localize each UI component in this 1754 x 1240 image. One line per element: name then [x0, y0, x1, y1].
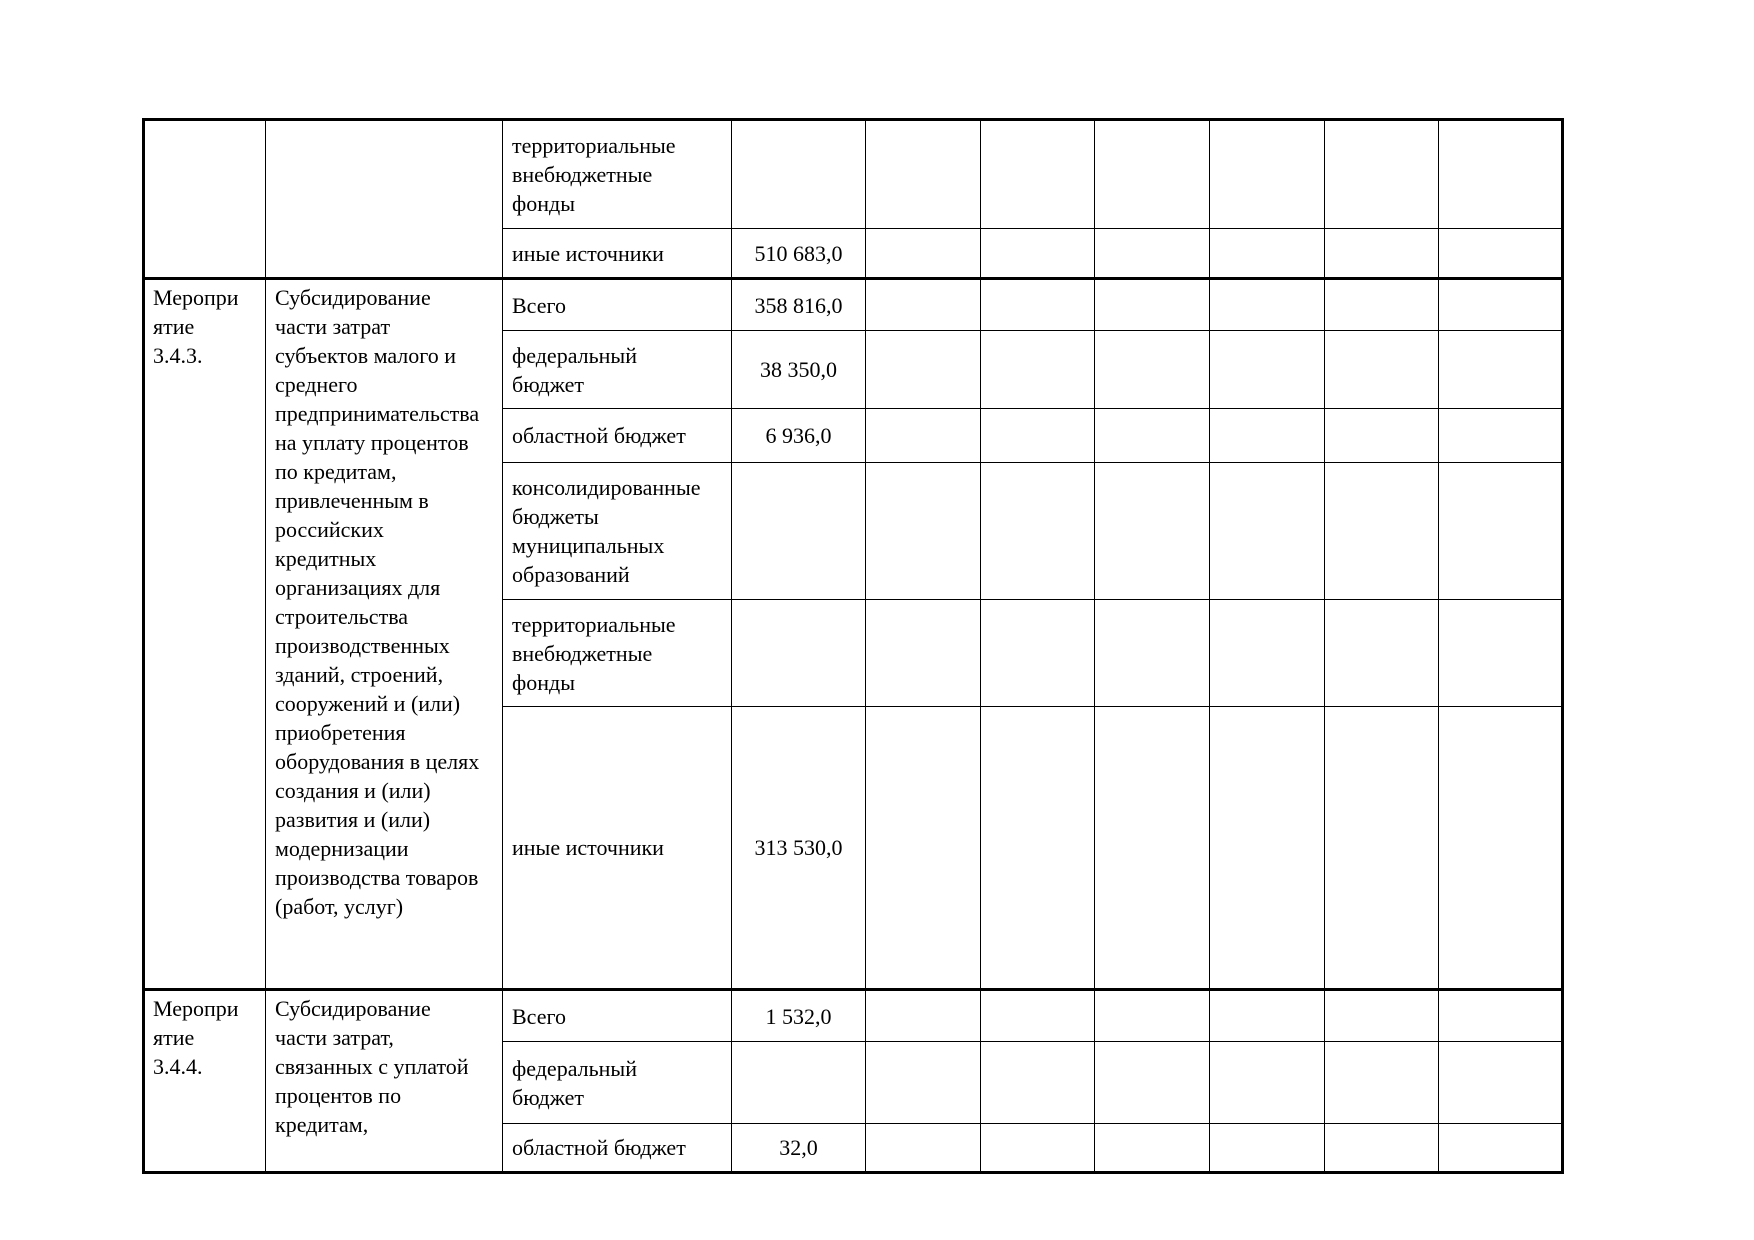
empty-cell — [1439, 600, 1563, 707]
empty-cell — [1210, 120, 1325, 229]
empty-cell — [1095, 1124, 1210, 1173]
empty-cell — [1325, 1042, 1439, 1124]
empty-cell — [866, 331, 981, 409]
funding-source-cell — [503, 120, 732, 229]
empty-cell — [866, 990, 981, 1042]
empty-cell — [866, 229, 981, 279]
source-label: Всего — [512, 1003, 566, 1029]
empty-cell — [1095, 600, 1210, 707]
source-label: федеральный бюджет — [512, 342, 637, 397]
description-cell — [266, 279, 503, 990]
empty-cell — [866, 1042, 981, 1124]
empty-cell — [1325, 229, 1439, 279]
source-label: Всего — [512, 292, 566, 318]
empty-cell — [866, 463, 981, 600]
empty-cell — [1095, 1042, 1210, 1124]
empty-cell — [981, 600, 1095, 707]
empty-cell — [981, 279, 1095, 331]
amount-value: 1 532,0 — [765, 1003, 832, 1029]
amount-cell — [732, 990, 866, 1042]
empty-cell — [866, 120, 981, 229]
empty-cell — [1439, 463, 1563, 600]
empty-cell — [1210, 707, 1325, 990]
empty-cell — [1210, 279, 1325, 331]
amount-value: 6 936,0 — [765, 423, 832, 448]
empty-cell — [1439, 120, 1563, 229]
empty-cell — [1210, 600, 1325, 707]
source-label: территориальные внебюджетные фонды — [512, 611, 676, 695]
financing-table-body — [144, 120, 1563, 1173]
description-text: Субсидирование части затрат, связанных с уплатой процентов по кредитам, — [275, 996, 469, 1137]
empty-cell — [1325, 1124, 1439, 1173]
amount-cell — [732, 600, 866, 707]
empty-cell — [981, 707, 1095, 990]
amount-cell — [732, 229, 866, 279]
source-label: областной бюджет — [512, 423, 686, 448]
empty-cell — [981, 1124, 1095, 1173]
empty-cell — [1095, 229, 1210, 279]
amount-cell — [732, 463, 866, 600]
empty-cell — [981, 990, 1095, 1042]
description-cell — [266, 990, 503, 1173]
funding-source-cell — [503, 990, 732, 1042]
amount-cell — [732, 120, 866, 229]
amount-cell — [732, 279, 866, 331]
empty-cell — [866, 409, 981, 463]
empty-cell — [1439, 707, 1563, 990]
empty-cell — [1210, 463, 1325, 600]
description-cell — [266, 120, 503, 279]
empty-cell — [866, 707, 981, 990]
empty-cell — [1095, 279, 1210, 331]
source-label: федеральный бюджет — [512, 1055, 637, 1110]
amount-value: 313 530,0 — [754, 835, 843, 860]
activity-label: Мероприятие 3.4.4. — [153, 996, 239, 1079]
empty-cell — [981, 229, 1095, 279]
financing-table — [142, 118, 1564, 1174]
activity-cell — [144, 279, 266, 990]
empty-cell — [1439, 331, 1563, 409]
amount-cell — [732, 1042, 866, 1124]
amount-cell — [732, 409, 866, 463]
funding-source-cell — [503, 409, 732, 463]
funding-source-cell — [503, 1124, 732, 1173]
empty-cell — [1439, 279, 1563, 331]
empty-cell — [1210, 409, 1325, 463]
source-label: иные источники — [512, 835, 664, 860]
empty-cell — [981, 331, 1095, 409]
empty-cell — [1439, 409, 1563, 463]
amount-value: 358 816,0 — [754, 292, 843, 318]
source-label: консолидированные бюджеты муниципальных образований — [512, 475, 701, 587]
description-text: Субсидирование части затрат субъектов малого и среднего предпринимательства на уплату процентов по кредитам, привлеченным в российских кредитных организациях для строительства производственных зданий, строений, сооружений и (или) приобретения оборудования в целях создания и (или) развития и (или) модернизации производства товаров (работ, услуг) — [275, 285, 480, 919]
activity-cell — [144, 990, 266, 1173]
empty-cell — [1095, 990, 1210, 1042]
funding-source-cell — [503, 600, 732, 707]
empty-cell — [1210, 331, 1325, 409]
empty-cell — [1325, 600, 1439, 707]
empty-cell — [1325, 463, 1439, 600]
empty-cell — [1325, 331, 1439, 409]
empty-cell — [1439, 1124, 1563, 1173]
funding-source-cell — [503, 331, 732, 409]
funding-source-cell — [503, 229, 732, 279]
amount-value: 38 350,0 — [760, 357, 837, 382]
empty-cell — [1095, 463, 1210, 600]
empty-cell — [1210, 990, 1325, 1042]
empty-cell — [1439, 1042, 1563, 1124]
empty-cell — [1439, 229, 1563, 279]
empty-cell — [866, 600, 981, 707]
activity-label: Мероприятие 3.4.3. — [153, 285, 239, 368]
funding-source-cell — [503, 463, 732, 600]
empty-cell — [1210, 1042, 1325, 1124]
amount-value: 32,0 — [779, 1135, 818, 1160]
amount-cell — [732, 1124, 866, 1173]
funding-source-cell — [503, 279, 732, 331]
source-label: иные источники — [512, 240, 664, 266]
funding-source-cell — [503, 707, 732, 990]
amount-cell — [732, 707, 866, 990]
empty-cell — [1325, 120, 1439, 229]
empty-cell — [866, 1124, 981, 1173]
empty-cell — [1325, 990, 1439, 1042]
empty-cell — [1325, 409, 1439, 463]
empty-cell — [1325, 707, 1439, 990]
empty-cell — [1325, 279, 1439, 331]
empty-cell — [981, 463, 1095, 600]
amount-cell — [732, 331, 866, 409]
empty-cell — [1439, 990, 1563, 1042]
empty-cell — [981, 1042, 1095, 1124]
empty-cell — [1210, 1124, 1325, 1173]
empty-cell — [981, 409, 1095, 463]
empty-cell — [1095, 707, 1210, 990]
funding-source-cell — [503, 1042, 732, 1124]
activity-cell — [144, 120, 266, 279]
empty-cell — [981, 120, 1095, 229]
source-label: областной бюджет — [512, 1135, 686, 1160]
empty-cell — [1095, 331, 1210, 409]
empty-cell — [1095, 120, 1210, 229]
source-label: территориальные внебюджетные фонды — [512, 133, 676, 216]
amount-value: 510 683,0 — [754, 240, 843, 266]
empty-cell — [866, 279, 981, 331]
empty-cell — [1095, 409, 1210, 463]
empty-cell — [1210, 229, 1325, 279]
